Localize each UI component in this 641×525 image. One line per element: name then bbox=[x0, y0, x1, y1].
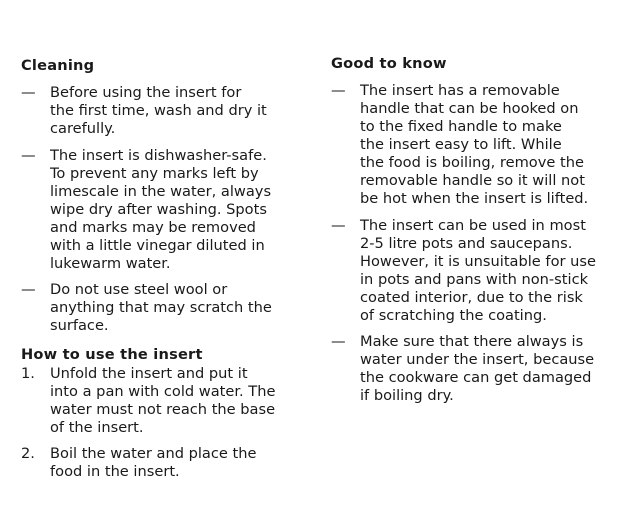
step-number: 2. bbox=[21, 445, 35, 462]
step-item bbox=[21, 445, 321, 481]
list-item bbox=[21, 84, 321, 138]
list-item bbox=[21, 147, 321, 273]
list-item bbox=[331, 217, 621, 325]
list-item bbox=[21, 281, 321, 335]
step-text: Boil the water and place the food in the insert. bbox=[50, 445, 257, 480]
dash-marker: — bbox=[21, 84, 36, 101]
list-item-text: Before using the insert for the first time, wash and dry it carefully. bbox=[50, 84, 267, 137]
list-item bbox=[331, 82, 621, 208]
list-item bbox=[331, 333, 621, 405]
list-item-text: The insert can be used in most 2-5 litre pots and saucepans. However, it is unsuitable for use in pots and pans with non-stick coated interior, due to the risk of scratching the coating. bbox=[360, 217, 596, 324]
dash-marker: — bbox=[331, 82, 346, 99]
list-item-text: Make sure that there always is water under the insert, because the cookware can get damaged if boiling dry. bbox=[360, 333, 595, 404]
dash-marker: — bbox=[21, 147, 36, 164]
list-item-text: The insert is dishwasher-safe. To prevent any marks left by limescale in the water, always wipe dry after washing. Spots and marks may be removed with a little vinegar diluted in lukewarm water. bbox=[50, 147, 272, 272]
good-to-know-heading: Good to know bbox=[331, 55, 447, 72]
list-item-text: Do not use steel wool or anything that may scratch the surface. bbox=[50, 281, 272, 334]
step-text: Unfold the insert and put it into a pan with cold water. The water must not reach the base of the insert. bbox=[50, 365, 276, 436]
step-item bbox=[21, 365, 321, 437]
dash-marker: — bbox=[331, 333, 346, 350]
how-to-heading: How to use the insert bbox=[21, 346, 203, 363]
list-item-text: The insert has a removable handle that can be hooked on to the fixed handle to make the insert easy to lift. While the food is boiling, remove the removable handle so it will not be hot when the insert is lifted. bbox=[360, 82, 589, 207]
cleaning-heading: Cleaning bbox=[21, 57, 95, 74]
step-number: 1. bbox=[21, 365, 35, 382]
dash-marker: — bbox=[21, 281, 36, 298]
dash-marker: — bbox=[331, 217, 346, 234]
